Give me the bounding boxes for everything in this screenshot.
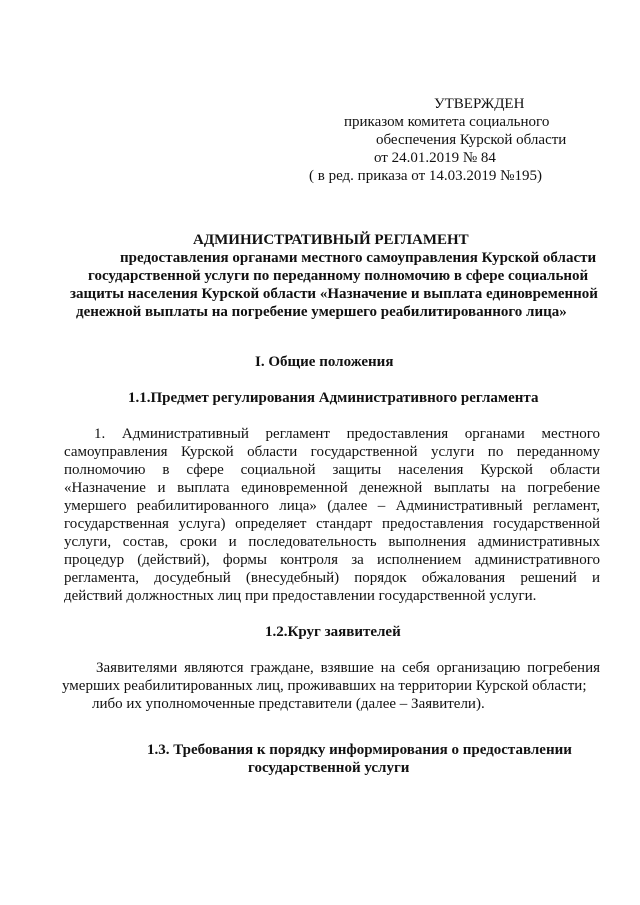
paragraph-1-line: 1. Административный регламент предоставления органами местного	[94, 426, 600, 442]
section-1-2-heading: 1.2.Круг заявителей	[265, 624, 401, 640]
approval-line-4: ( в ред. приказа от 14.03.2019 №195)	[309, 168, 542, 184]
section-1-1-heading: 1.1.Предмет регулирования Административного регламента	[128, 390, 539, 406]
paragraph-1-line: самоуправления Курской области государственной услуги по переданному	[64, 444, 600, 460]
section-1-3-heading-line-1: 1.3. Требования к порядку информирования о предоставлении	[147, 742, 572, 758]
document-subtitle-line-4: денежной выплаты на погребение умершего реабилитированного лица»	[76, 304, 567, 320]
paragraph-1-line: процедур (действий), формы контроля за исполнением административного	[64, 552, 600, 568]
document-title: АДМИНИСТРАТИВНЫЙ РЕГЛАМЕНТ	[193, 232, 469, 248]
document-subtitle-line-3: защиты населения Курской области «Назначение и выплата единовременной	[70, 286, 598, 302]
document-subtitle-line-1: предоставления органами местного самоуправления Курской области	[120, 250, 597, 266]
approval-line-2: обеспечения Курской области	[376, 132, 567, 148]
approval-line-3: от 24.01.2019 № 84	[374, 150, 496, 166]
section-1-heading: I. Общие положения	[255, 354, 394, 370]
approval-line-1: приказом комитета социального	[344, 114, 550, 130]
approval-title: УТВЕРЖДЕН	[434, 96, 525, 112]
paragraph-1-line: действий должностных лиц при предоставлении государственной услуги.	[64, 588, 537, 604]
document-subtitle-line-2: государственной услуги по переданному полномочию в сфере социальной	[88, 268, 589, 284]
paragraph-1-line: государственная услуга) определяет стандарт предоставления государственной	[64, 516, 600, 532]
section-1-3-heading-line-2: государственной услуги	[248, 760, 410, 776]
paragraph-1-line: полномочию в сфере социальной защиты населения Курской области	[64, 462, 600, 478]
paragraph-1-line: умершего реабилитированного лица» (далее – Административный регламент,	[64, 498, 600, 514]
paragraph-2-line: Заявителями являются граждане, взявшие на себя организацию погребения	[96, 660, 600, 676]
paragraph-2-line: либо их уполномоченные представители (далее – Заявители).	[92, 696, 485, 712]
paragraph-1-line: «Назначение и выплата единовременной денежной выплаты на погребение	[64, 480, 600, 496]
paragraph-1-line: регламента, досудебный (внесудебный) порядок обжалования решений и	[64, 570, 600, 586]
paragraph-1-line: услуги, состав, сроки и последовательность выполнения административных	[64, 534, 600, 550]
paragraph-2-line: умерших реабилитированных лиц, проживавших на территории Курской области;	[62, 678, 587, 694]
